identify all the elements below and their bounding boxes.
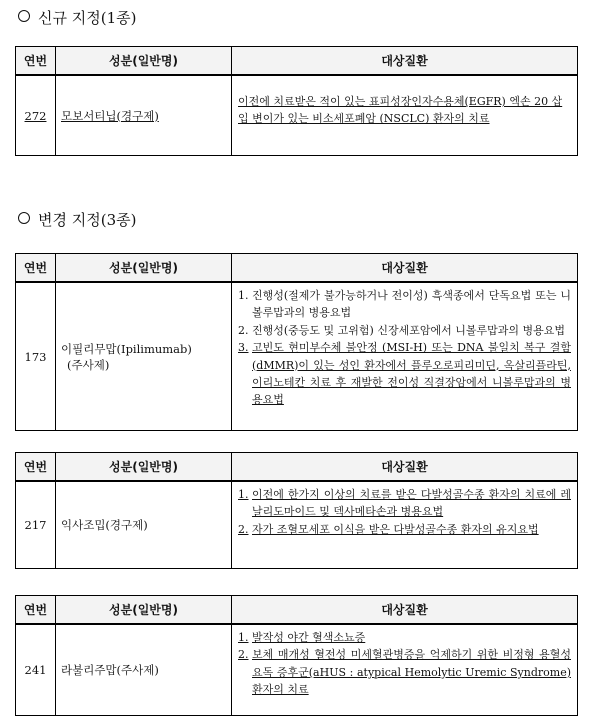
item-number: 1. <box>238 289 249 302</box>
item-text: 보체 매개성 혈전성 미세혈관병증을 억제하기 위한 비정형 용혈성 요독 증후군(aHUS : atypical Hemolytic Uremic Syndrome) 환자의 치료 <box>252 648 571 697</box>
ingredient-name: 이필리무맙(Ipilimumab) <box>61 341 192 356</box>
header-disease: 대상질환 <box>381 54 428 68</box>
section-title-new <box>18 8 136 28</box>
header-disease: 대상질환 <box>381 603 428 617</box>
row-disease <box>232 625 577 715</box>
table-header <box>16 47 577 76</box>
item-text: 이전에 한가지 이상의 치료를 받은 다발성골수종 환자의 치료에 레날리도마이드 및 덱사메타손과 병용요법 <box>252 488 571 519</box>
section-title-changed <box>18 210 136 230</box>
circle-bullet-icon <box>18 212 30 224</box>
table-header <box>16 453 577 482</box>
header-no: 연번 <box>16 453 56 480</box>
row-disease: 이전에 치료받은 적이 있는 표피성장인자수용체(EGFR) 엑손 20 삽입 변이가 있는 비소세포폐암 (NSCLC) 환자의 치료 <box>238 95 563 126</box>
list-item <box>238 521 571 538</box>
row-ingredient <box>56 283 232 430</box>
row-ingredient: 라불리주맙(주사제) <box>56 625 232 715</box>
table-changed-241 <box>15 595 578 716</box>
item-number: 2. <box>238 323 249 337</box>
header-disease: 대상질환 <box>381 261 428 275</box>
list-item <box>238 339 571 409</box>
item-text: 자가 조혈모세포 이식을 받은 다발성골수종 환자의 유지요법 <box>252 522 539 536</box>
table-changed-173 <box>15 253 578 431</box>
table-row <box>16 283 577 430</box>
table-row <box>16 625 577 715</box>
table-row <box>16 76 577 155</box>
header-no: 연번 <box>16 254 56 281</box>
list-item <box>238 629 571 646</box>
item-text: 진행성(절제가 불가능하거나 전이성) 흑색종에서 단독요법 또는 니볼루맙과의 병용요법 <box>252 289 571 320</box>
header-ingredient: 성분(일반명) <box>56 254 232 281</box>
header-ingredient: 성분(일반명) <box>56 596 232 623</box>
list-item <box>238 646 571 698</box>
table-header <box>16 596 577 625</box>
list-item <box>238 322 571 339</box>
header-disease: 대상질환 <box>381 460 428 474</box>
circle-bullet-icon <box>18 10 30 22</box>
ingredient-form: (주사제) <box>67 357 110 372</box>
table-header <box>16 254 577 283</box>
row-ingredient: 익사조밉(경구제) <box>56 482 232 568</box>
item-number: 2. <box>238 522 249 536</box>
item-number: 3. <box>238 341 249 355</box>
header-ingredient: 성분(일반명) <box>56 47 232 74</box>
row-disease <box>232 482 577 568</box>
row-disease <box>232 283 577 430</box>
item-text: 진행성(중등도 및 고위험) 신장세포암에서 니볼루맙과의 병용요법 <box>252 323 565 337</box>
row-no: 241 <box>16 625 56 715</box>
header-ingredient: 성분(일반명) <box>56 453 232 480</box>
row-no: 272 <box>16 76 56 155</box>
table-new-designation <box>15 46 578 156</box>
table-changed-217 <box>15 452 578 569</box>
row-ingredient: 모보서티닙(경구제) <box>56 76 232 155</box>
item-text: 고빈도 현미부수체 불안정 (MSI-H) 또는 DNA 불일치 복구 결함 (dMMR)이 있는 성인 환자에서 플루오로피리미딘, 옥살리플라틴, 이리노테칸 치료 후 재발한 전이성 직결장암에서 니볼루맙과의 병용요법 <box>252 341 571 407</box>
item-number: 1. <box>238 631 249 644</box>
list-item <box>238 287 571 322</box>
section-title-text: 변경 지정(3종) <box>38 211 137 229</box>
row-no: 217 <box>16 482 56 568</box>
header-no: 연번 <box>16 47 56 74</box>
item-number: 2. <box>238 648 249 662</box>
header-no: 연번 <box>16 596 56 623</box>
row-no: 173 <box>16 283 56 430</box>
item-number: 1. <box>238 488 249 501</box>
section-title-text: 신규 지정(1종) <box>38 9 137 27</box>
item-text: 발작성 야간 혈색소뇨증 <box>252 631 366 644</box>
table-row <box>16 482 577 568</box>
list-item <box>238 486 571 521</box>
